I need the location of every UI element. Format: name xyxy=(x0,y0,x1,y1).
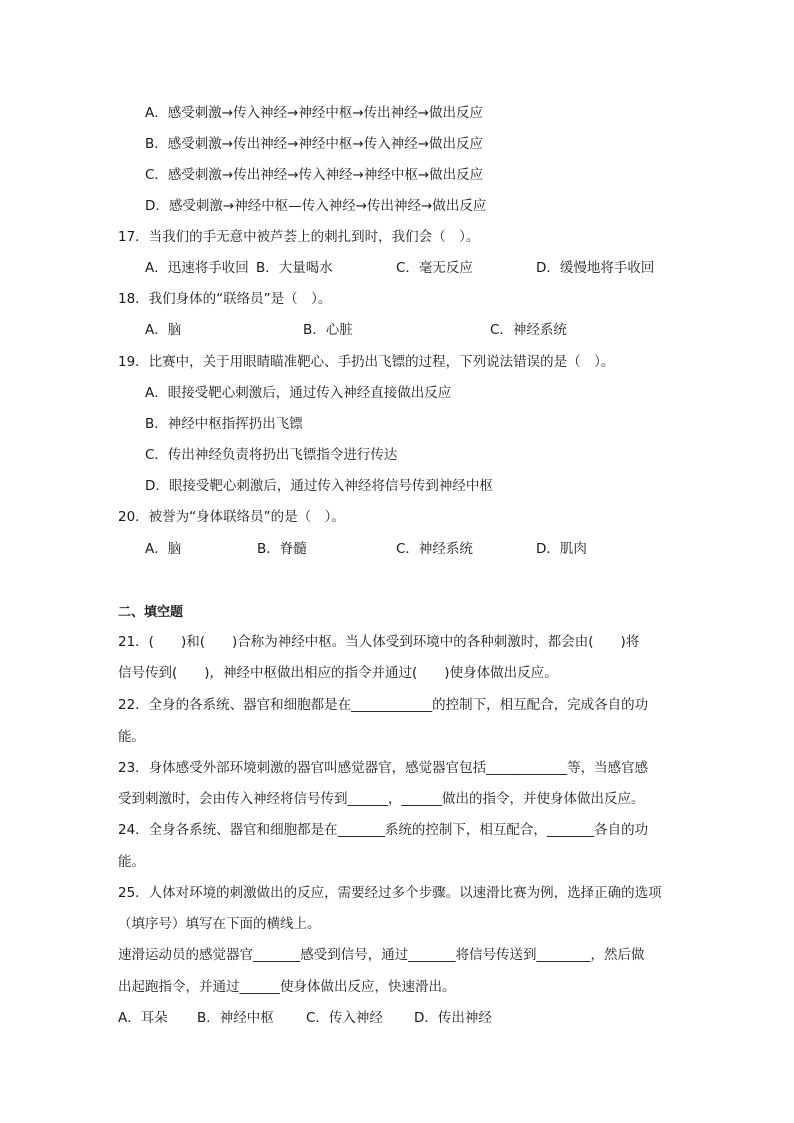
q18-option-c: C．神经系统 xyxy=(490,322,567,338)
q25-line2: （填序号）填写在下面的横线上。 xyxy=(118,916,321,932)
q17-stem: 17．当我们的手无意中被芦荟上的刺扎到时，我们会（ ）。 xyxy=(118,229,480,245)
q21-line1: 21．( )和( )合称为神经中枢。当人体受到环境中的各种刺激时，都会由( )将 xyxy=(118,634,640,650)
q19-option-d: D．眼接受靶心刺激后，通过传入神经将信号传到神经中枢 xyxy=(145,478,493,494)
q20-stem: 20．被誉为“身体联络员”的是（ ）。 xyxy=(118,509,345,525)
q18-option-a: A．脑 xyxy=(145,322,182,338)
q25-option-a: A．耳朵 xyxy=(118,1010,168,1026)
q23-line1: 23．身体感受外部环境刺激的器官叫感觉器官，感觉器官包括____________等，当感官感 xyxy=(118,760,649,776)
q25-option-b: B．神经中枢 xyxy=(197,1010,274,1026)
q16-option-b: B．感受刺激→传出神经→神经中枢→传入神经→做出反应 xyxy=(145,136,484,152)
q19-stem: 19．比赛中，关于用眼睛瞄准靶心、手扔出飞镖的过程，下列说法错误的是（ ）。 xyxy=(118,354,615,370)
q19-option-c: C．传出神经负责将扔出飞镖指令进行传达 xyxy=(145,447,398,463)
q19-option-b: B．神经中枢指挥扔出飞镖 xyxy=(145,416,303,432)
q23-line2: 受到刺激时，会由传入神经将信号传到______，______做出的指令，并使身体做出反应。 xyxy=(118,791,645,807)
q25-line3: 速滑运动员的感觉器官_______感受到信号，通过_______将信号传送到________，然后做 xyxy=(118,947,645,963)
q16-option-a: A．感受刺激→传入神经→神经中枢→传出神经→做出反应 xyxy=(145,105,483,121)
q22-line2: 能。 xyxy=(118,729,145,745)
q25-line1: 25．人体对环境的刺激做出的反应，需要经过多个步骤。以速滑比赛为例，选择正确的选项 xyxy=(118,885,662,901)
q25-line4: 出起跑指令，并通过______使身体做出反应，快速滑出。 xyxy=(118,979,456,995)
q17-option-d: D．缓慢地将手收回 xyxy=(536,260,655,276)
q18-option-b: B．心脏 xyxy=(303,322,353,338)
q17-option-c: C．毫无反应 xyxy=(396,260,473,276)
q20-option-d: D．肌肉 xyxy=(536,541,587,557)
q20-option-a: A．脑 xyxy=(145,541,182,557)
q17-option-a: A．迅速将手收回 xyxy=(145,260,249,276)
q20-option-b: B．脊髓 xyxy=(257,541,307,557)
q22-line1: 22．全身的各系统、器官和细胞都是在____________的控制下，相互配合，完成各自的功 xyxy=(118,697,649,713)
q19-option-a: A．眼接受靶心刺激后，通过传入神经直接做出反应 xyxy=(145,385,452,401)
q16-option-c: C．感受刺激→传出神经→传入神经→神经中枢→做出反应 xyxy=(145,167,484,183)
q24-line1: 24．全身各系统、器官和细胞都是在_______系统的控制下，相互配合，_______各自的功 xyxy=(118,822,649,838)
q17-option-b: B．大量喝水 xyxy=(256,260,333,276)
q20-option-c: C．神经系统 xyxy=(396,541,473,557)
q24-line2: 能。 xyxy=(118,854,145,870)
section-title-fill-in: 二、填空题 xyxy=(118,605,184,620)
q25-option-d: D．传出神经 xyxy=(414,1010,492,1026)
q18-stem: 18．我们身体的“联络员”是（ ）。 xyxy=(118,291,332,307)
q21-line2: 信号传到( )，神经中枢做出相应的指令并通过( )使身体做出反应。 xyxy=(118,665,558,681)
q16-option-d: D．感受刺激→神经中枢—传入神经→传出神经→做出反应 xyxy=(145,198,487,214)
q25-option-c: C．传入神经 xyxy=(306,1010,383,1026)
